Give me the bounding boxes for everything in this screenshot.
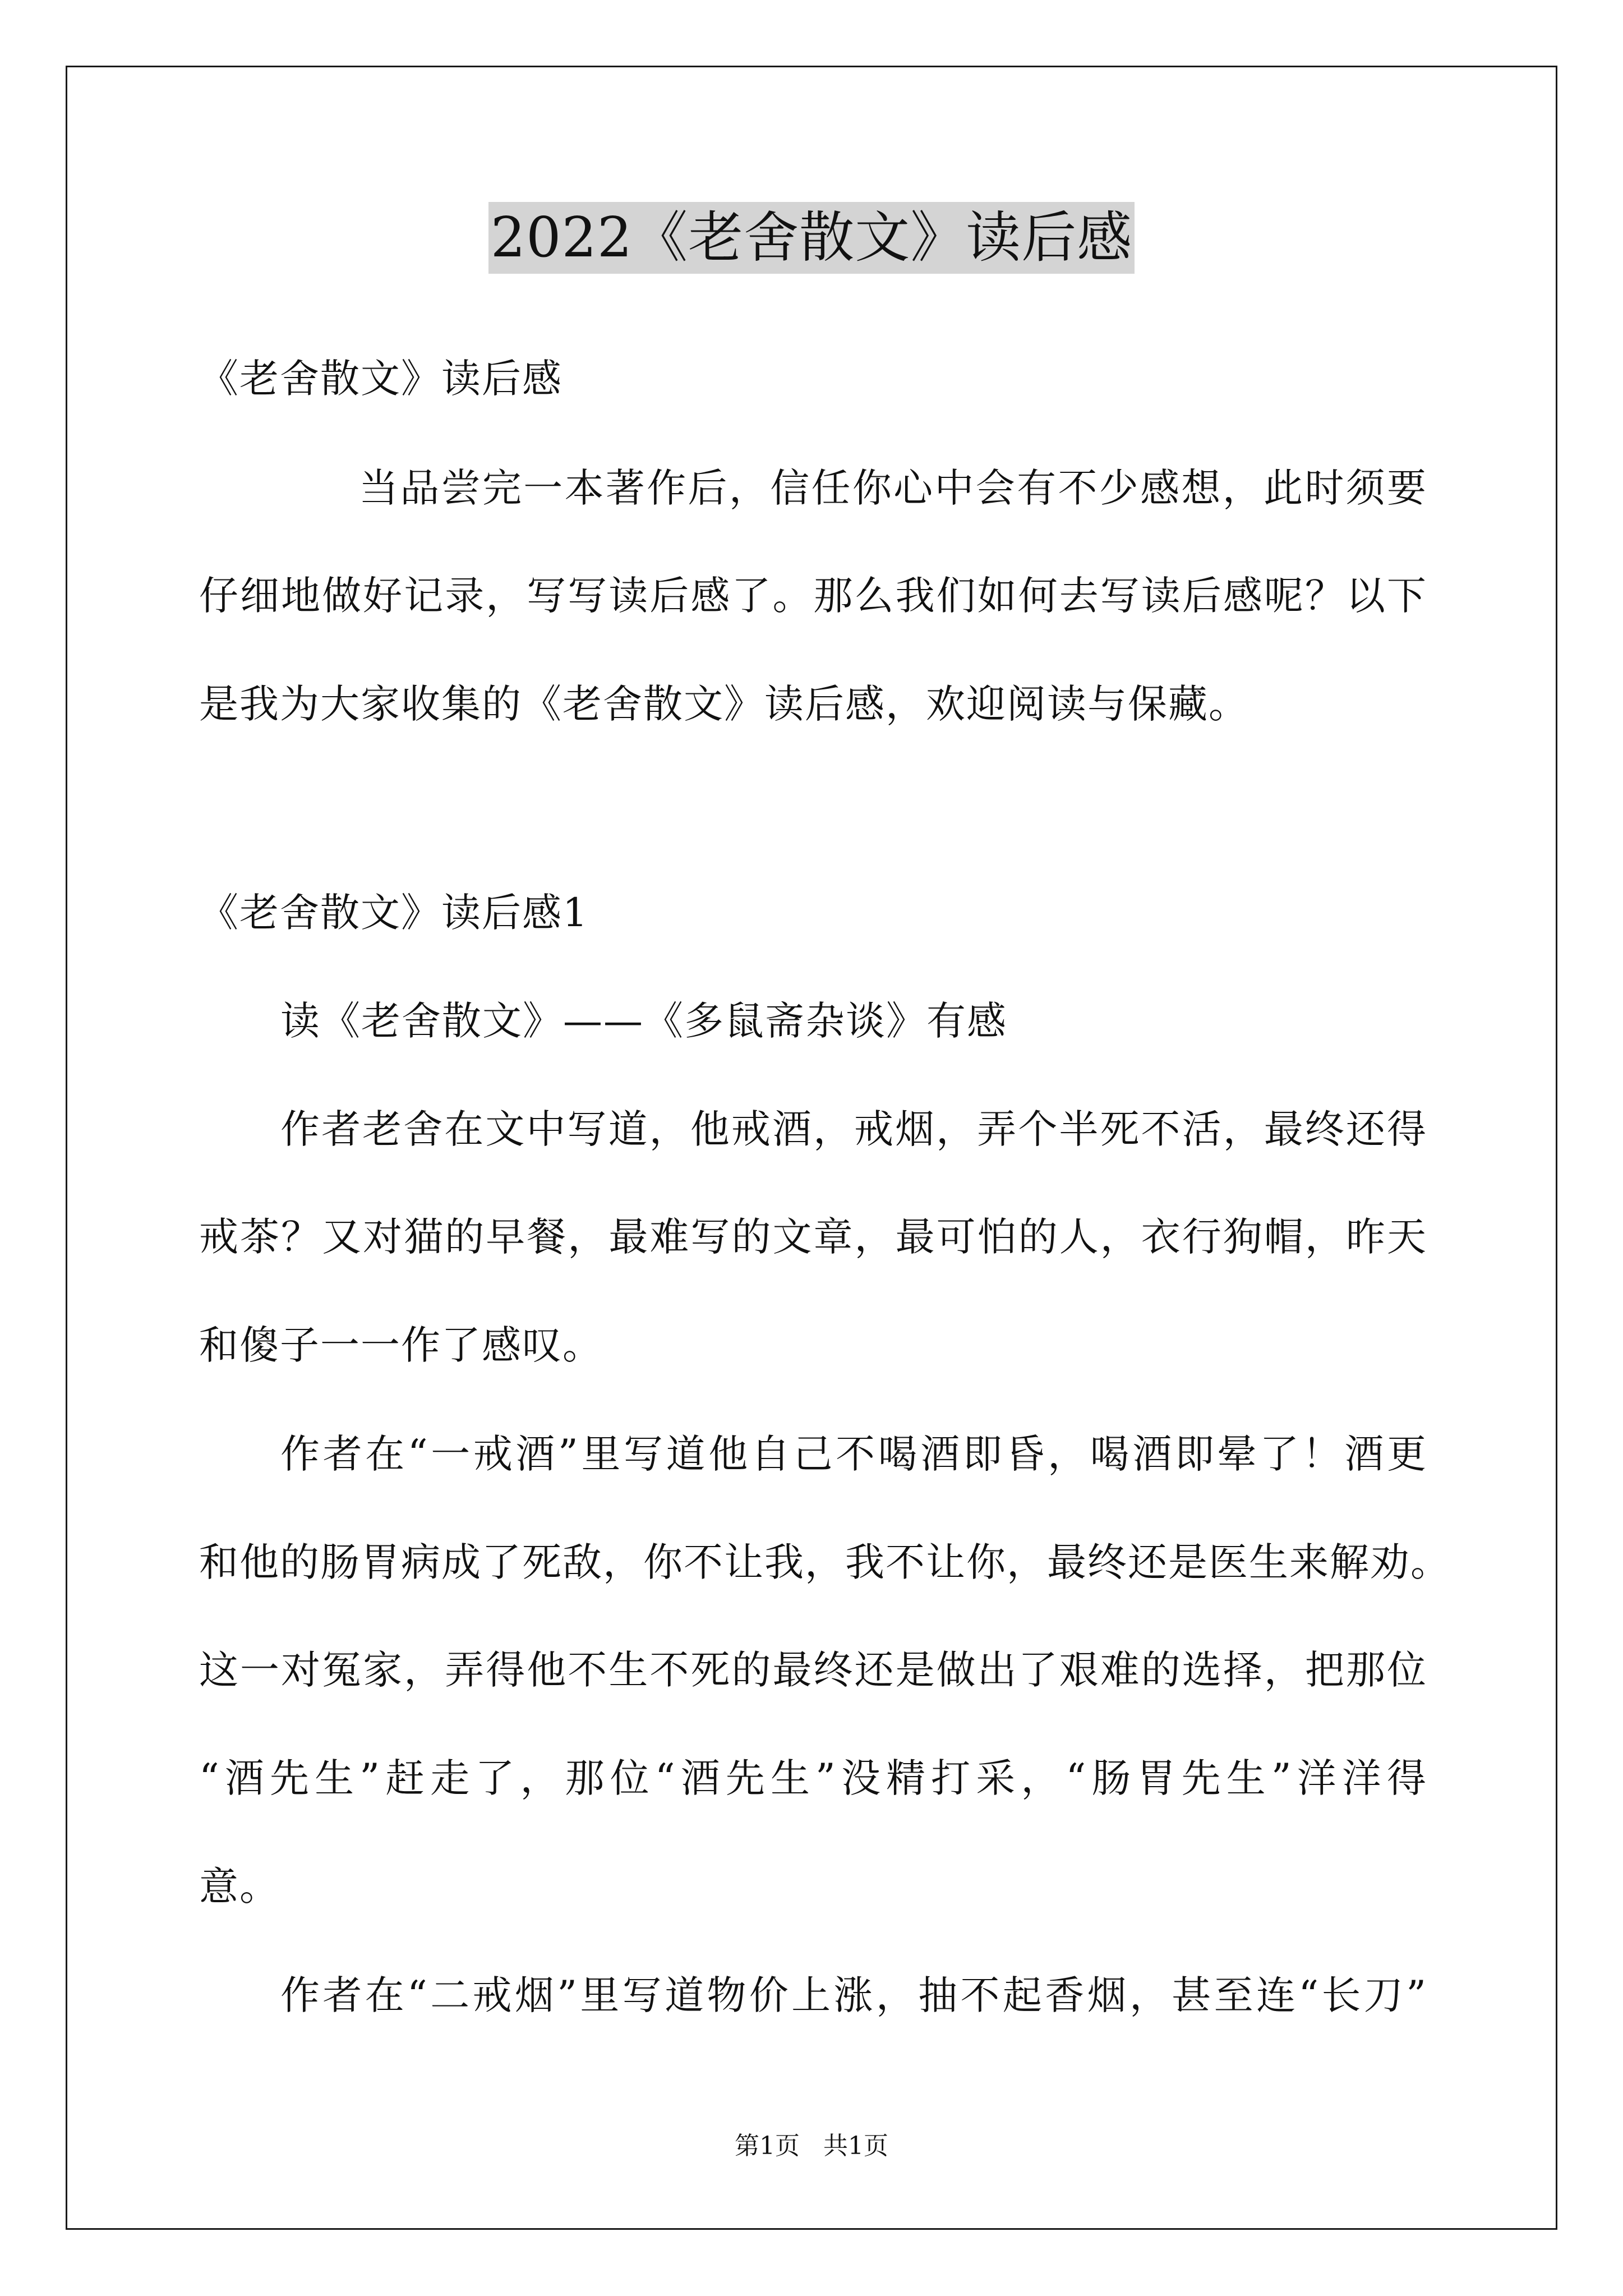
intro-line: 是我为大家收集的《老舍散文》读后感，欢迎阅读与保藏。 bbox=[199, 681, 1249, 727]
subtitle: 《老舍散文》读后感 bbox=[199, 356, 562, 402]
paragraph-line: 和傻子一一作了感叹。 bbox=[199, 1322, 603, 1368]
paragraph-line: 戒茶？又对猫的早餐，最难写的文章，最可怕的人，衣行狗帽，昨天 bbox=[199, 1214, 1426, 1260]
paragraph-line: 这一对冤家，弄得他不生不死的最终还是做出了艰难的选择，把那位 bbox=[199, 1647, 1426, 1693]
section-heading: 《老舍散文》读后感1 bbox=[199, 890, 589, 936]
paragraph-line: 意。 bbox=[199, 1864, 280, 1910]
page-number: 第1页 bbox=[735, 2132, 800, 2160]
title-container bbox=[0, 202, 1623, 274]
paragraph-line: 和他的肠胃病成了死敌，你不让我，我不让你，最终还是医生来解劝。 bbox=[199, 1539, 1450, 1585]
paragraph-line: 作者在“二戒烟”里写道物价上涨，抽不起香烟，甚至连“长刀” bbox=[280, 1972, 1426, 2018]
paragraph-line: “酒先生”赶走了，那位“酒先生”没精打采，“肠胃先生”洋洋得 bbox=[199, 1755, 1426, 1801]
article-title: 读《老舍散文》——《多鼠斋杂谈》有感 bbox=[280, 998, 1007, 1044]
page-footer bbox=[0, 2131, 1623, 2162]
intro-line: 当品尝完一本著作后，信任你心中会有不少感想，此时须要 bbox=[359, 465, 1426, 511]
paragraph-line: 作者老舍在文中写道，他戒酒，戒烟，弄个半死不活，最终还得 bbox=[280, 1106, 1426, 1152]
paragraph-line: 作者在“一戒酒”里写道他自己不喝酒即昏，喝酒即晕了！酒更 bbox=[280, 1431, 1426, 1477]
intro-line: 仔细地做好记录，写写读后感了。那么我们如何去写读后感呢？以下 bbox=[199, 573, 1426, 619]
page-total: 共1页 bbox=[823, 2132, 888, 2160]
document-title: 2022《老舍散文》读后感 bbox=[488, 202, 1135, 274]
